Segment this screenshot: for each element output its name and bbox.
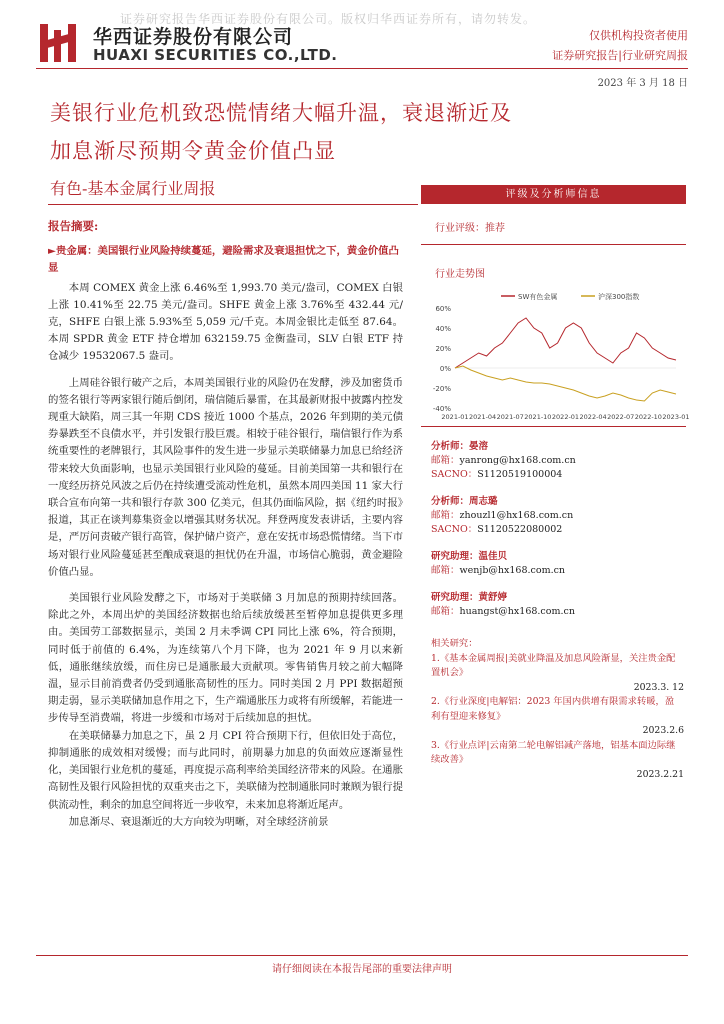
x-tick-label: 2021-10: [524, 413, 552, 421]
summary-paragraph: 上周硅谷银行破产之后，本周美国银行业的风险仍在发酵，涉及加密货币的签名银行等两家银行随后倒闭，瑞信随后暴雷，在其最新财报中披露内控发现重大缺陷，周三其一年期 CDS 接近 1000 个基点，2026 年到期的美元债券暴跌至不良债水平，并引发银行股巨震。相较于硅谷银行，瑞信银行作为系统重要性的老牌银行，其风险事件的发生进一步显示美联储暴力加息已给经济带来较大负面影响，也显示美国银行业风险的蔓延。目前美国第一共和银行在一度经历挤兑风波之后仍在持续遭受流动性危机，虽然本周四美国 11 家大行联合宣布向第一共和银行存款 300 亿美元，但其仍面临风险，据《纽约时报》报道，其正在谈判募集资金以增强其财务状况。拜登两度发表讲话，主要内容是，严厉问责破产银行高管，保护储户资产，意在安抚市场恐慌情绪。当下市场对银行业风险蔓延甚至酿成衰退的担忧仍在升温，市场信心脆弱，黄金避险价值凸显。: [48, 376, 403, 578]
email-label: 邮箱：: [431, 565, 460, 576]
related-report-link[interactable]: 3.《行业点评|云南第二轮电解铝减产落地，铝基本面边际继续改善》: [431, 739, 676, 765]
analyst-sac: S1120522080002: [477, 524, 563, 535]
report-title-line2: 加息渐尽预期令黄金价值凸显: [50, 139, 336, 163]
rating-divider: [421, 244, 686, 245]
trend-chart: [421, 286, 690, 426]
sac-label: SACNO：: [431, 469, 478, 480]
legend-label: SW有色金属: [518, 293, 558, 301]
industry-rating: [435, 219, 686, 234]
analyst-role: 研究助理：: [431, 592, 479, 603]
company-logo: [40, 22, 80, 62]
chart-divider: [421, 426, 686, 427]
x-tick-label: 2021-04: [469, 413, 497, 421]
y-tick-label: 60%: [435, 305, 451, 313]
analyst-block: [431, 550, 686, 578]
analyst-block: [431, 440, 686, 482]
analyst-email[interactable]: wenjb@hx168.com.cn: [459, 565, 566, 576]
trend-chart-title: 行业走势图: [435, 269, 485, 280]
x-tick-label: 2022-07: [607, 413, 635, 421]
series-line: [455, 318, 676, 368]
y-tick-label: 40%: [435, 325, 451, 333]
email-label: 邮箱：: [431, 606, 460, 617]
legend-label: 沪深300指数: [598, 293, 640, 301]
analyst-email[interactable]: yanrong@hx168.com.cn: [459, 455, 576, 466]
y-tick-label: -20%: [432, 385, 451, 393]
report-type: 证券研究报告|行业研究周报: [552, 49, 688, 62]
y-tick-label: -40%: [432, 405, 451, 413]
related-title: 相关研究：: [431, 638, 478, 649]
analyst-block: [431, 495, 686, 537]
y-tick-label: 20%: [435, 345, 451, 353]
x-tick-label: 2022-10: [634, 413, 662, 421]
analyst-block: [431, 591, 686, 619]
report-date: 2023 年 3 月 18 日: [597, 78, 688, 89]
x-tick-label: 2022-04: [579, 413, 607, 421]
summary-heading: 报告摘要:: [48, 219, 99, 233]
related-report-date: 2023.3. 12: [633, 681, 684, 693]
summary-paragraph: 本周 COMEX 黄金上涨 6.46%至 1,993.70 美元/盎司，COMEX 白银上涨 10.41%至 22.75 美元/盎司。SHFE 黄金上涨 3.76%至 432.44 元/克，SHFE 白银上涨 5.93%至 5,059 元/千克。本周金银比走低至 87.64。本周 SPDR 黄金 ETF 持仓增加 632159.75 金衡盎司，SLV 白银 ETF 持仓减少 19532067.5 盎司。: [48, 281, 403, 363]
company-name-cn: 华西证券股份有限公司: [93, 26, 294, 48]
x-tick-label: 2021-07: [496, 413, 524, 421]
sidebar: [421, 185, 690, 782]
institution-note: 仅供机构投资者使用: [589, 29, 688, 42]
report-summary: [48, 218, 403, 831]
series-line: [455, 366, 676, 401]
legal-disclaimer: 请仔细阅读在本报告尾部的重要法律声明: [272, 964, 452, 975]
summary-paragraph: 加息渐尽、衰退渐近的大方向较为明晰，对全球经济前景: [68, 815, 329, 828]
y-tick-label: 0%: [439, 365, 451, 373]
analyst-email[interactable]: zhouzl1@hx168.com.cn: [459, 510, 574, 521]
related-research: [431, 637, 686, 782]
footer-divider: [36, 955, 688, 956]
related-report-date: 2023.2.21: [636, 768, 684, 780]
summary-paragraph: 美国银行业风险发酵之下，市场对于美联储 3 月加息的预期持续回落。除此之外，本周出炉的美国经济数据也给后续放缓甚至暂停加息提供更多理由。美国劳工部数据显示，美国 2 月未季调 CPI 同比上涨 6%，符合预期，同时低于前值的 6.4%，为连续第八个月下降，也为 2021 年 9 月以来新低，通胀继续放缓，而住房已是通胀最大贡献项。零售销售月较之前大幅降温，显示目前消费者仍受到通胀高韧性的压力。同时美国 2 月 PPI 数据超预期走弱，显示美联储加息作用之下，生产端通胀压力或将有所缓解，若能进一步传导至消费端，将进一步缓和市场对于后续加息的担忧。: [48, 592, 403, 725]
analyst-sac: S1120519100004: [477, 469, 563, 480]
email-label: 邮箱：: [431, 510, 460, 521]
header-divider: [36, 68, 688, 69]
sidebar-header: 评级及分析师信息: [421, 185, 686, 204]
email-label: 邮箱：: [431, 455, 460, 466]
analyst-name: 周志璐: [469, 496, 498, 507]
x-tick-label: 2023-01: [662, 413, 690, 421]
analyst-name: 温佳贝: [478, 551, 508, 562]
related-report-date: 2023.2.6: [642, 725, 684, 736]
section-heading-precious-metals: ►贵金属：美国银行业风险持续蔓延，避险需求及衰退担忧之下，黄金价值凸显: [48, 245, 399, 275]
rating-label: 行业评级：: [435, 223, 485, 234]
analyst-role: 分析师：: [431, 441, 470, 452]
related-report-link[interactable]: 1.《基本金属周报|美就业降温及加息风险渐显，关注贵金配置机会》: [431, 652, 676, 678]
company-name-en: HUAXI SECURITIES CO.,LTD.: [93, 46, 338, 64]
related-report-link[interactable]: 2.《行业深度|电解铝：2023 年国内供增有限需求转暖，盈利有望迎来修复》: [431, 696, 675, 722]
summary-paragraph: 在美联储暴力加息之下，虽 2 月 CPI 符合预期下行，但依旧处于高位，抑制通胀的成效相对缓慢；而与此同时，前期暴力加息的负面效应逐渐显性化，美国银行业危机的蔓延，再度提示高利率给美国经济带来的风险。在通胀高韧性及银行风险担忧的双重夹击之下，美联储为控制通胀同时兼顾为银行提供流动性，剩余的加息空间将近一步收窄，未来加息将渐近尾声。: [48, 729, 403, 811]
report-subtitle: 有色-基本金属行业周报: [50, 179, 216, 198]
watermark: 证券研究报告华西证券股份有限公司。版权归华西证券所有，请勿转发。: [120, 12, 537, 26]
rating-value: 推荐: [485, 223, 505, 234]
x-tick-label: 2022-01: [551, 413, 580, 421]
analyst-role: 分析师：: [431, 496, 470, 507]
analyst-name: 黄舒婷: [478, 592, 508, 603]
report-title-line1: 美银行业危机致恐慌情绪大幅升温，衰退渐近及: [50, 101, 512, 125]
analyst-name: 晏溶: [469, 441, 489, 452]
subtitle-divider: [48, 204, 418, 205]
x-tick-label: 2021-01: [441, 413, 469, 421]
sac-label: SACNO：: [431, 524, 478, 535]
analyst-role: 研究助理：: [431, 551, 479, 562]
analyst-email[interactable]: huangst@hx168.com.cn: [459, 606, 575, 617]
